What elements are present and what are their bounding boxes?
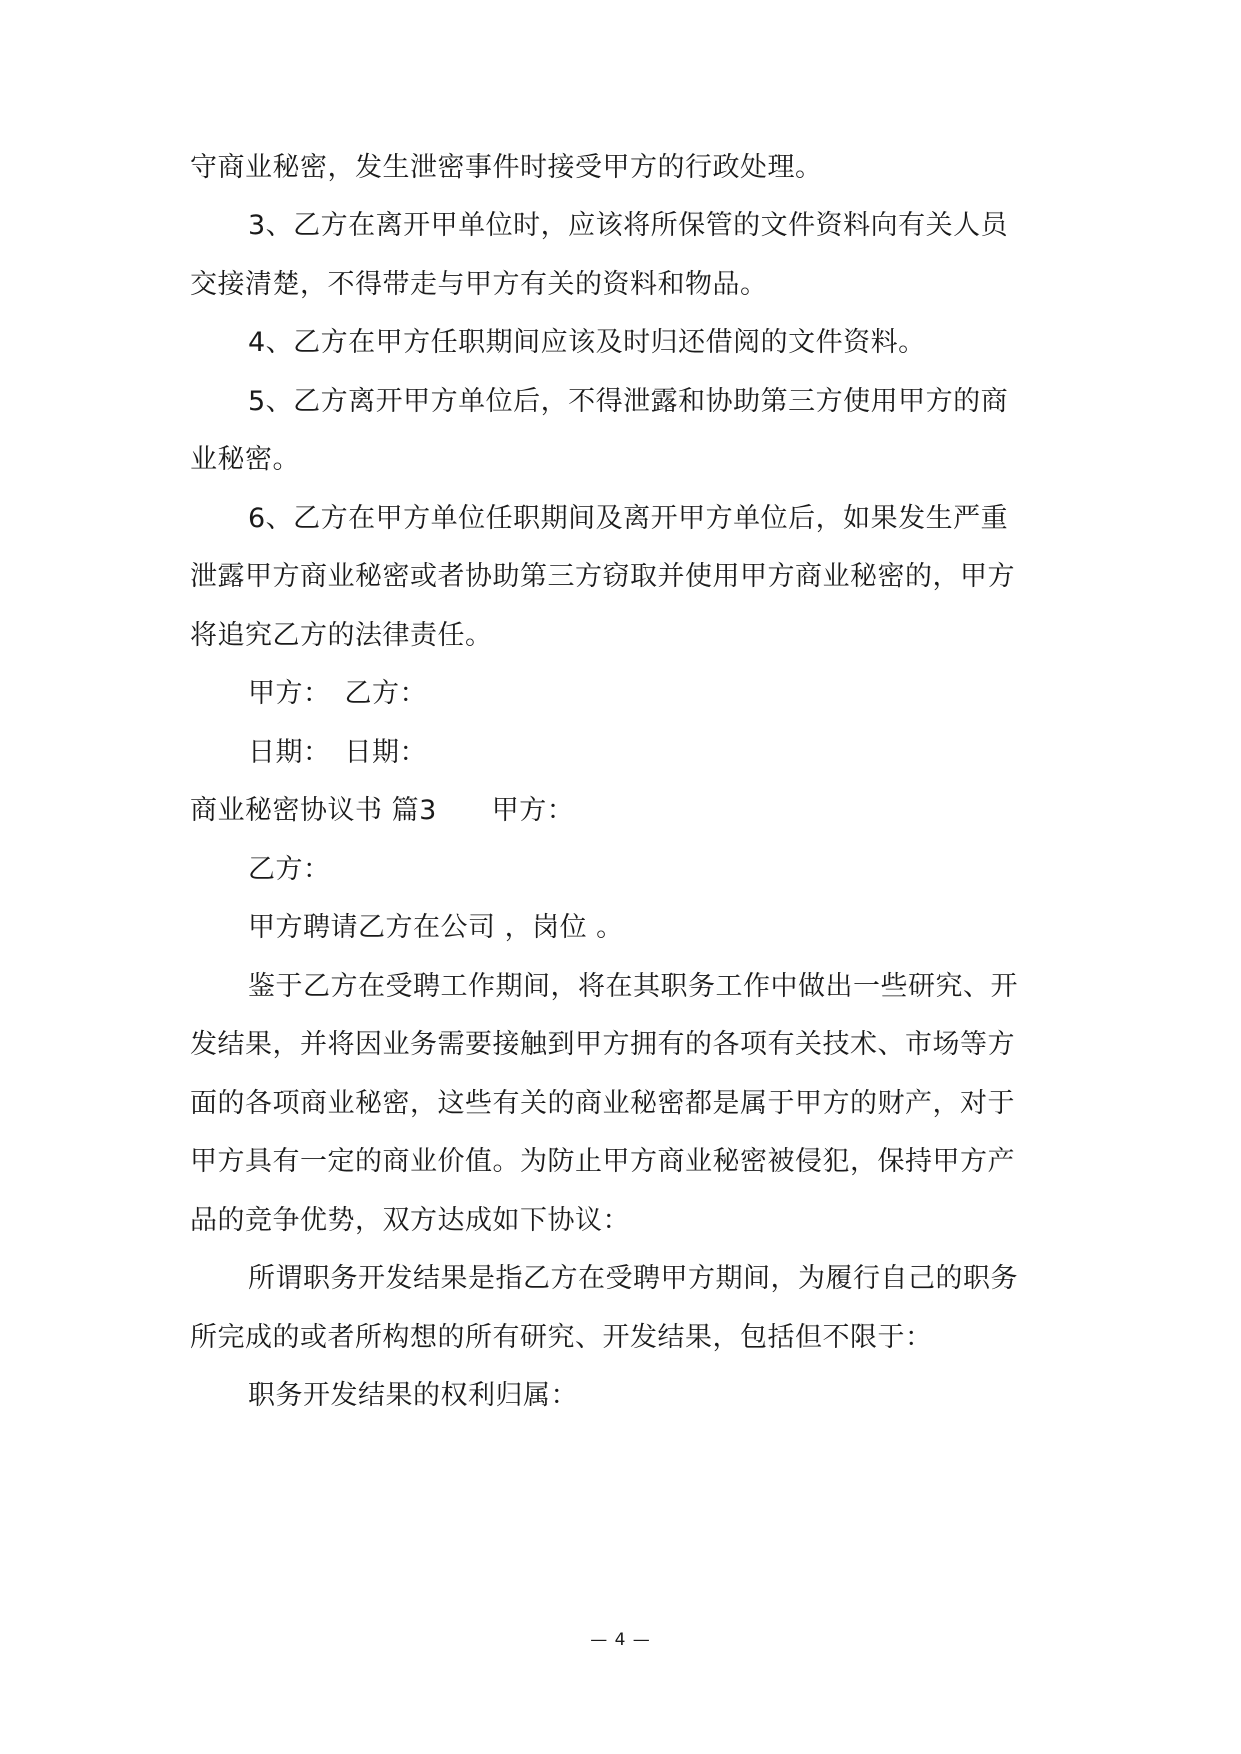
text-line: 面的各项商业秘密，这些有关的商业秘密都是属于甲方的财产，对于 bbox=[190, 1088, 1015, 1119]
signature-parties: 甲方： 乙方： bbox=[248, 678, 427, 709]
paragraph-start: 所谓职务开发结果是指乙方在受聘甲方期间，为履行自己的职务 bbox=[248, 1263, 1018, 1294]
text-line: 泄露甲方商业秘密或者协助第三方窃取并使用甲方商业秘密的，甲方 bbox=[190, 561, 1015, 592]
text-line: 品的竞争优势，双方达成如下协议： bbox=[190, 1205, 630, 1236]
text-line: 甲方聘请乙方在公司 ，岗位 。 bbox=[248, 912, 624, 943]
text-line: 职务开发结果的权利归属： bbox=[248, 1380, 578, 1411]
party-b: 乙方： bbox=[248, 854, 331, 885]
clause-4: 4、乙方在甲方任职期间应该及时归还借阅的文件资料。 bbox=[248, 327, 926, 358]
page-number: — 4 — bbox=[590, 1630, 651, 1650]
clause-6: 6、乙方在甲方单位任职期间及离开甲方单位后，如果发生严重 bbox=[248, 503, 1009, 534]
text-line: 所完成的或者所构想的所有研究、开发结果，包括但不限于： bbox=[190, 1322, 933, 1353]
text-line: 将追究乙方的法律责任。 bbox=[190, 620, 493, 651]
text-line: 业秘密。 bbox=[190, 444, 300, 475]
signature-dates: 日期： 日期： bbox=[248, 737, 427, 768]
text-line: 守商业秘密，发生泄密事件时接受甲方的行政处理。 bbox=[190, 152, 823, 183]
text-line: 发结果，并将因业务需要接触到甲方拥有的各项有关技术、市场等方 bbox=[190, 1029, 1015, 1060]
section-title: 商业秘密协议书 篇3 甲方： bbox=[190, 795, 575, 826]
clause-3: 3、乙方在离开甲单位时，应该将所保管的文件资料向有关人员 bbox=[248, 210, 1009, 241]
text-line: 甲方具有一定的商业价值。为防止甲方商业秘密被侵犯，保持甲方产 bbox=[190, 1146, 1015, 1177]
paragraph-start: 鉴于乙方在受聘工作期间，将在其职务工作中做出一些研究、开 bbox=[248, 971, 1018, 1002]
text-line: 交接清楚，不得带走与甲方有关的资料和物品。 bbox=[190, 269, 768, 300]
clause-5: 5、乙方离开甲方单位后，不得泄露和协助第三方使用甲方的商 bbox=[248, 386, 1009, 417]
